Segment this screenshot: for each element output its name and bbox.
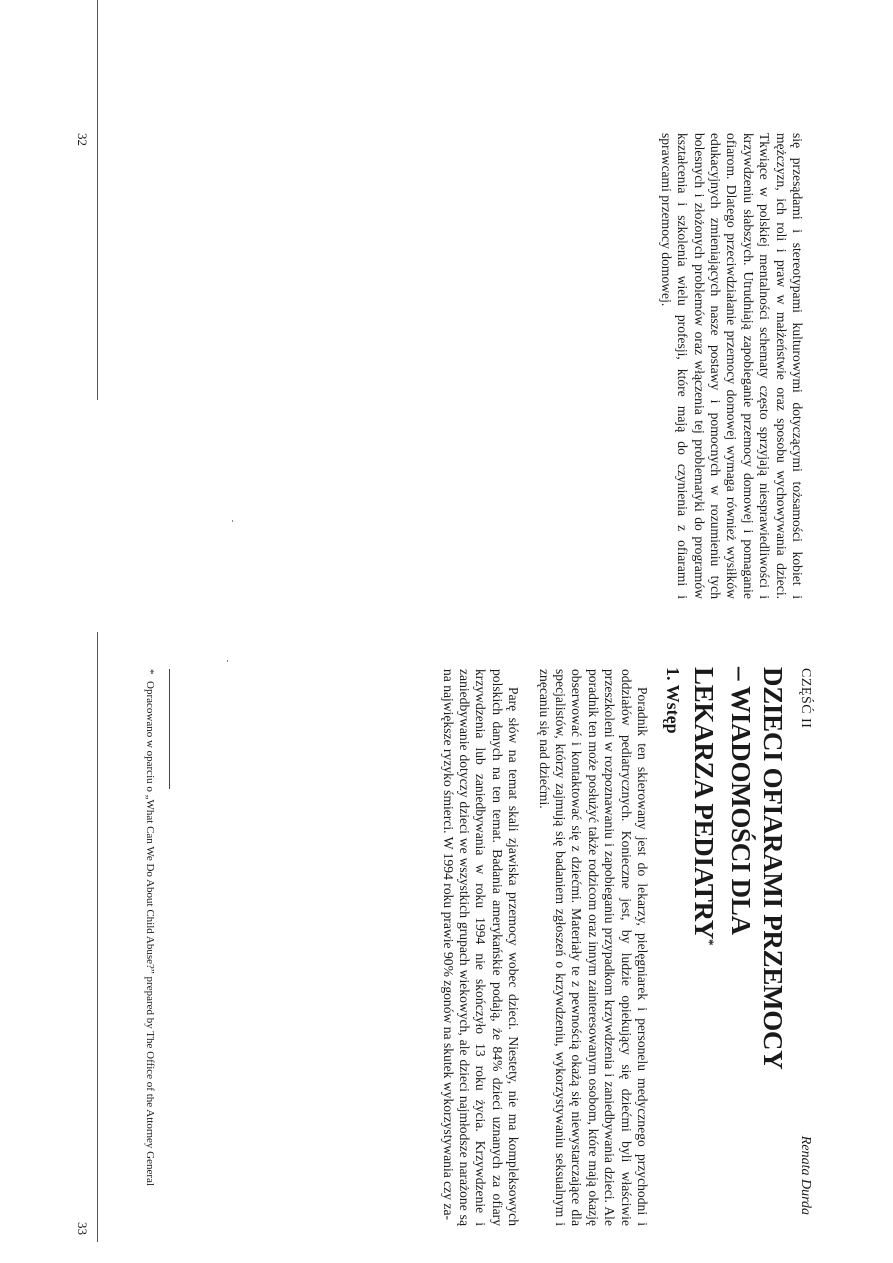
footnote bbox=[143, 669, 156, 1226]
left-page bbox=[0, 0, 893, 631]
right-page bbox=[0, 632, 893, 1263]
title-line-1: DZIECI OFIARAMI PRZEMOCY bbox=[758, 667, 788, 1070]
top-scan-rule bbox=[97, 0, 98, 400]
chapter-title bbox=[688, 667, 789, 1227]
left-paragraph: się przesądami i stereotypami kulturowymi dotyczącymi tożsamości kobiet i mężczyzn, ich roli i praw w małżeństwie oraz sposobu wychowywania dzieci. Tkwiące w polskiej mentalności schematy często sprzyjają niesprawiedliwości i krzywdzeniu słabszych. Utrudniają zapobieganie przemocy domowej i pomaganie ofiarom. Dlatego przeciwdziałanie przemocy domowej wymaga również wysiłków edukacyjnych zmieniających nasze postawy i pomocnych w rozumieniu tych bolesnych i złożonych problemów oraz włączenia tej problematyki do programów kształcenia i szkolenia wielu profesji, które mają do czynienia z ofiarami i sprawcami przemocy domowej. bbox=[658, 133, 805, 599]
page-number-right: 33 bbox=[75, 1222, 90, 1235]
footnote-rule bbox=[169, 669, 170, 789]
footnote-text: Opracowano w oparciu o „What Can We Do About Child Abuse?” prepared by The Office of the Attorney General bbox=[144, 681, 156, 1186]
author-name: Renata Durda bbox=[798, 1135, 813, 1215]
part-label: CZĘŚĆ II bbox=[798, 668, 813, 729]
section-heading: 1. Wstęp bbox=[663, 667, 683, 734]
top-scan-rule bbox=[97, 632, 98, 1242]
left-page-body bbox=[657, 133, 805, 599]
paragraph-intro: Poradnik ten skierowany jest do lekarzy, pielęgniarek i personelu medycznego przychodni i oddziałów pediatrycznych. Konieczne jest, by ludzie opiekujący się dziećmi byli właściwie przeszkoleni w rozpoznawaniu i zapobieganiu przypadkom krzywdzenia i zaniedbywania dzieci. Ale poradnik ten może posłużyć także rodzicom oraz innym zainteresowanym osobom, które mają okazję obserwować i kontaktować się z dziećmi. Materiały te z pewnością okażą się niewystarczające dla specjalistów, którzy zajmują się badaniem zgłoszeń o krzywdzeniu, wykorzystywaniu seksualnym i znęcaniu się nad dziećmi. bbox=[536, 669, 650, 1226]
right-page-body bbox=[439, 669, 650, 1226]
title-line-3: LEKARZA PEDIATRY bbox=[689, 667, 719, 940]
page-number-left: 32 bbox=[75, 133, 90, 146]
title-footnote-mark: * bbox=[702, 939, 717, 946]
footnote-mark: * bbox=[144, 669, 156, 675]
title-line-2: – WIADOMOŚCI DLA bbox=[726, 667, 756, 935]
scan-speck bbox=[232, 520, 233, 522]
paragraph-scale: Parę słów na temat skali zjawiska przemocy wobec dzieci. Niestety, nie ma kompleksowych polskich danych na ten temat. Badania amerykańskie podają, że 84% dzieci uznanych za ofiary krzywdzenia lub zaniedbywania w roku 1994 nie skończyło 13 roku życia. Krzywdzenie i zaniedbywanie dotyczy dzieci we wszystkich grupach wiekowych, ale dzieci najmłodsze narażone są na największe ryzyko śmierci. W 1994 roku prawie 90% zgonów na skutek wykorzystywania czy za- bbox=[440, 669, 522, 1226]
